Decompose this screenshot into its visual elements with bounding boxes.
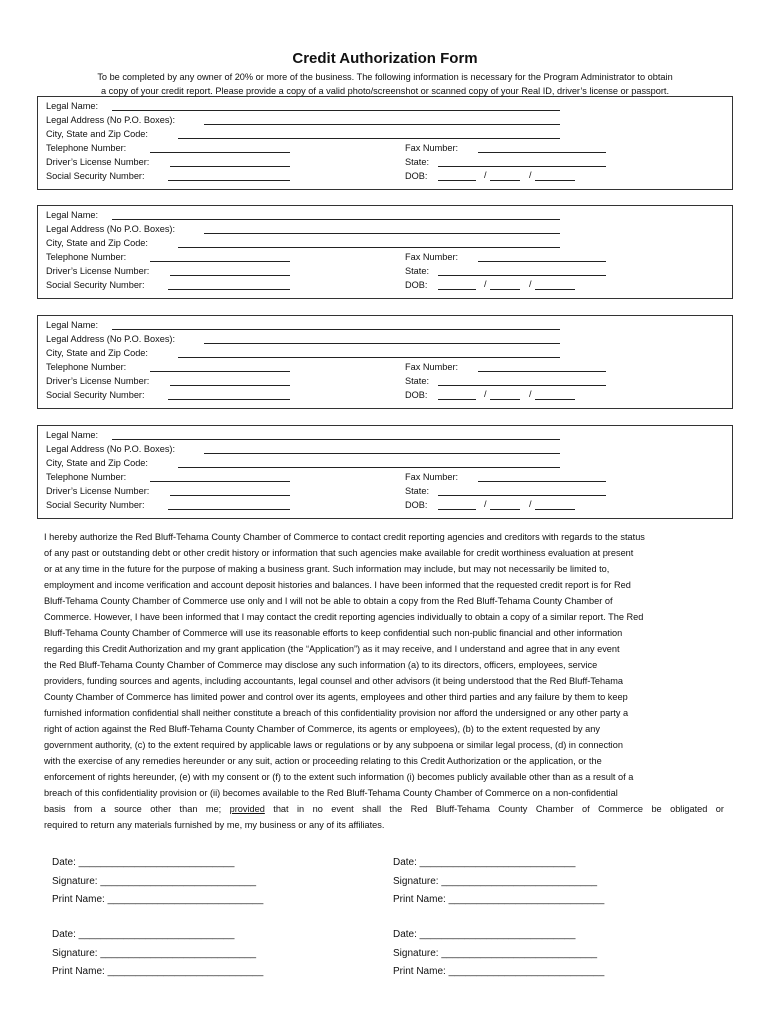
auth-line: required to return any materials furnished by me, my business or any of its affiliates. [44,820,385,830]
city-state-zip-label: City, State and Zip Code: [46,348,148,358]
legal-name-label: Legal Name: [46,210,99,220]
dob-separator: / [529,279,532,289]
auth-line-start: basis from a source other than me; [44,804,222,814]
city-state-zip-line[interactable] [178,357,560,358]
telephone-line[interactable] [150,152,290,153]
dob-month-line[interactable] [438,399,476,400]
fax-line[interactable] [478,481,606,482]
legal-address-label: Legal Address (No P.O. Boxes): [46,115,176,125]
signature-field[interactable]: Signature: ____________________________ [52,948,257,959]
auth-line: with the exercise of any remedies hereunder or any suit, action or proceeding relating to this Credit Authorization or the application, or the [44,756,602,766]
dob-year-line[interactable] [535,399,575,400]
dob-label: DOB: [405,390,428,400]
print-name-field[interactable]: Print Name: ____________________________ [52,966,264,977]
fax-label: Fax Number: [405,143,459,153]
owner-info-box [37,315,733,409]
auth-line: right of action against the Red Bluff-Tehama County Chamber of Commerce, its agents or employees), (b) to the extent requested by any [44,724,600,734]
city-state-zip-label: City, State and Zip Code: [46,238,148,248]
fax-line[interactable] [478,152,606,153]
dob-separator: / [484,279,487,289]
drivers-license-line[interactable] [170,495,290,496]
date-field[interactable]: Date: ____________________________ [393,857,576,868]
dob-separator: / [529,170,532,180]
fax-line[interactable] [478,371,606,372]
auth-line-end: that in no event shall the Red Bluff-Tehama County Chamber of Commerce be obligated or [273,804,724,814]
state-line[interactable] [438,495,606,496]
auth-line: County Chamber of Commerce has limited power and control over its agents, employees and other third parties and any failure by them to keep [44,692,628,702]
city-state-zip-label: City, State and Zip Code: [46,458,148,468]
drivers-license-label: Driver’s License Number: [46,266,150,276]
state-label: State: [405,376,430,386]
city-state-zip-line[interactable] [178,138,560,139]
ssn-line[interactable] [168,509,290,510]
fax-label: Fax Number: [405,252,459,262]
owner-info-box [37,205,733,299]
auth-line: the Red Bluff-Tehama County Chamber of Commerce may disclose any such information (a) to its directors, officers, employees, service [44,660,598,670]
drivers-license-line[interactable] [170,166,290,167]
auth-line: breach of this confidentiality provision or (ii) becomes available to the Red Bluff-Tehama County Chamber of Commerce on a non-confidential [44,788,618,798]
dob-year-line[interactable] [535,289,575,290]
state-line[interactable] [438,385,606,386]
telephone-line[interactable] [150,481,290,482]
signature-field[interactable]: Signature: ____________________________ [52,876,257,887]
auth-line: I hereby authorize the Red Bluff-Tehama County Chamber of Commerce to contact credit reporting agencies and creditors with regards to the status [44,532,645,542]
auth-line: regarding this Credit Authorization and my grant application (the “Application”) as it may receive, and I understand and agree that in any event [44,644,620,654]
dob-day-line[interactable] [490,509,520,510]
dob-day-line[interactable] [490,180,520,181]
owner-info-box [37,96,733,190]
legal-address-label: Legal Address (No P.O. Boxes): [46,444,176,454]
legal-name-line[interactable] [112,439,560,440]
legal-name-line[interactable] [112,219,560,220]
auth-line: Bluff-Tehama County Chamber of Commerce will use its reasonable efforts to keep confidential such non-public financial and other information [44,628,623,638]
ssn-label: Social Security Number: [46,390,145,400]
dob-separator: / [529,499,532,509]
drivers-license-label: Driver’s License Number: [46,157,150,167]
auth-line: enforcement of rights hereunder, (e) with my consent or (f) to the extent such information (i) becomes publicly available other than as a result of a [44,772,634,782]
dob-day-line[interactable] [490,399,520,400]
dob-separator: / [529,389,532,399]
state-label: State: [405,486,430,496]
signature-field[interactable]: Signature: ____________________________ [393,876,598,887]
fax-line[interactable] [478,261,606,262]
legal-name-label: Legal Name: [46,430,99,440]
ssn-label: Social Security Number: [46,280,145,290]
dob-day-line[interactable] [490,289,520,290]
dob-separator: / [484,389,487,399]
ssn-label: Social Security Number: [46,171,145,181]
fax-label: Fax Number: [405,362,459,372]
dob-month-line[interactable] [438,509,476,510]
ssn-line[interactable] [168,399,290,400]
city-state-zip-line[interactable] [178,467,560,468]
legal-address-label: Legal Address (No P.O. Boxes): [46,334,176,344]
drivers-license-line[interactable] [170,275,290,276]
legal-address-label: Legal Address (No P.O. Boxes): [46,224,176,234]
telephone-label: Telephone Number: [46,362,127,372]
telephone-label: Telephone Number: [46,472,127,482]
telephone-label: Telephone Number: [46,143,127,153]
print-name-field[interactable]: Print Name: ____________________________ [52,894,264,905]
auth-line: providers, funding sources and agents, including accountants, legal counsel and other advisors (it being understood that the Red Bluff-Tehama [44,676,624,686]
auth-line: of any past or outstanding debt or other credit history or information that such agencies make available for credit worthiness evaluation at present [44,548,634,558]
auth-line-provided [44,801,724,817]
auth-line: employment and income verification and account deposit histories and balances. I have been informed that the requested credit report is for Red [44,580,631,590]
signature-field[interactable]: Signature: ____________________________ [393,948,598,959]
print-name-field[interactable]: Print Name: ____________________________ [393,894,605,905]
dob-label: DOB: [405,500,428,510]
date-field[interactable]: Date: ____________________________ [52,857,235,868]
auth-line: Bluff-Tehama County Chamber of Commerce use only and I will not be able to obtain a copy from the Red Bluff-Tehama County Chamber of [44,596,613,606]
legal-name-line[interactable] [112,329,560,330]
drivers-license-line[interactable] [170,385,290,386]
auth-line: Commerce. However, I have been informed that I may contact the credit reporting agencies individually to obtain a copy of a similar report. The Red [44,612,644,622]
ssn-line[interactable] [168,180,290,181]
intro-text [40,70,730,98]
city-state-zip-label: City, State and Zip Code: [46,129,148,139]
city-state-zip-line[interactable] [178,247,560,248]
dob-label: DOB: [405,280,428,290]
intro-line-2: a copy of your credit report. Please provide a copy of a valid photo/screenshot or scanned copy of your Real ID, driver’s license or passport. [100,86,670,96]
state-label: State: [405,157,430,167]
state-line[interactable] [438,275,606,276]
telephone-label: Telephone Number: [46,252,127,262]
ssn-label: Social Security Number: [46,500,145,510]
owner-info-box [37,425,733,519]
ssn-line[interactable] [168,289,290,290]
state-line[interactable] [438,166,606,167]
auth-line: furnished information confidential shall neither constitute a breach of this confidentiality provision nor afford the undersigned or any other party a [44,708,629,718]
legal-name-label: Legal Name: [46,320,99,330]
print-name-field[interactable]: Print Name: ____________________________ [393,966,605,977]
fax-label: Fax Number: [405,472,459,482]
state-label: State: [405,266,430,276]
dob-separator: / [484,170,487,180]
drivers-license-label: Driver’s License Number: [46,376,150,386]
legal-name-label: Legal Name: [46,101,99,111]
page-title: Credit Authorization Form [292,50,478,67]
legal-address-line[interactable] [204,233,560,234]
date-field[interactable]: Date: ____________________________ [393,929,576,940]
provided-word: provided [229,804,265,814]
legal-address-line[interactable] [204,343,560,344]
authorization-paragraph [44,529,724,833]
dob-month-line[interactable] [438,289,476,290]
legal-address-line[interactable] [204,124,560,125]
dob-year-line[interactable] [535,509,575,510]
legal-name-line[interactable] [112,110,560,111]
legal-address-line[interactable] [204,453,560,454]
dob-separator: / [484,499,487,509]
telephone-line[interactable] [150,371,290,372]
dob-label: DOB: [405,171,428,181]
dob-year-line[interactable] [535,180,575,181]
dob-month-line[interactable] [438,180,476,181]
auth-line: or at any time in the future for the purpose of making a business grant. Such information may include, but may not necessarily be limited to, [44,564,610,574]
intro-line-1: To be completed by any owner of 20% or more of the business. The following information is necessary for the Program Administrator to obtain [97,72,673,82]
date-field[interactable]: Date: ____________________________ [52,929,235,940]
auth-line: government authority, (c) to the extent required by applicable laws or regulations or by any subpoena or similar legal process, (d) in connection [44,740,623,750]
telephone-line[interactable] [150,261,290,262]
drivers-license-label: Driver’s License Number: [46,486,150,496]
